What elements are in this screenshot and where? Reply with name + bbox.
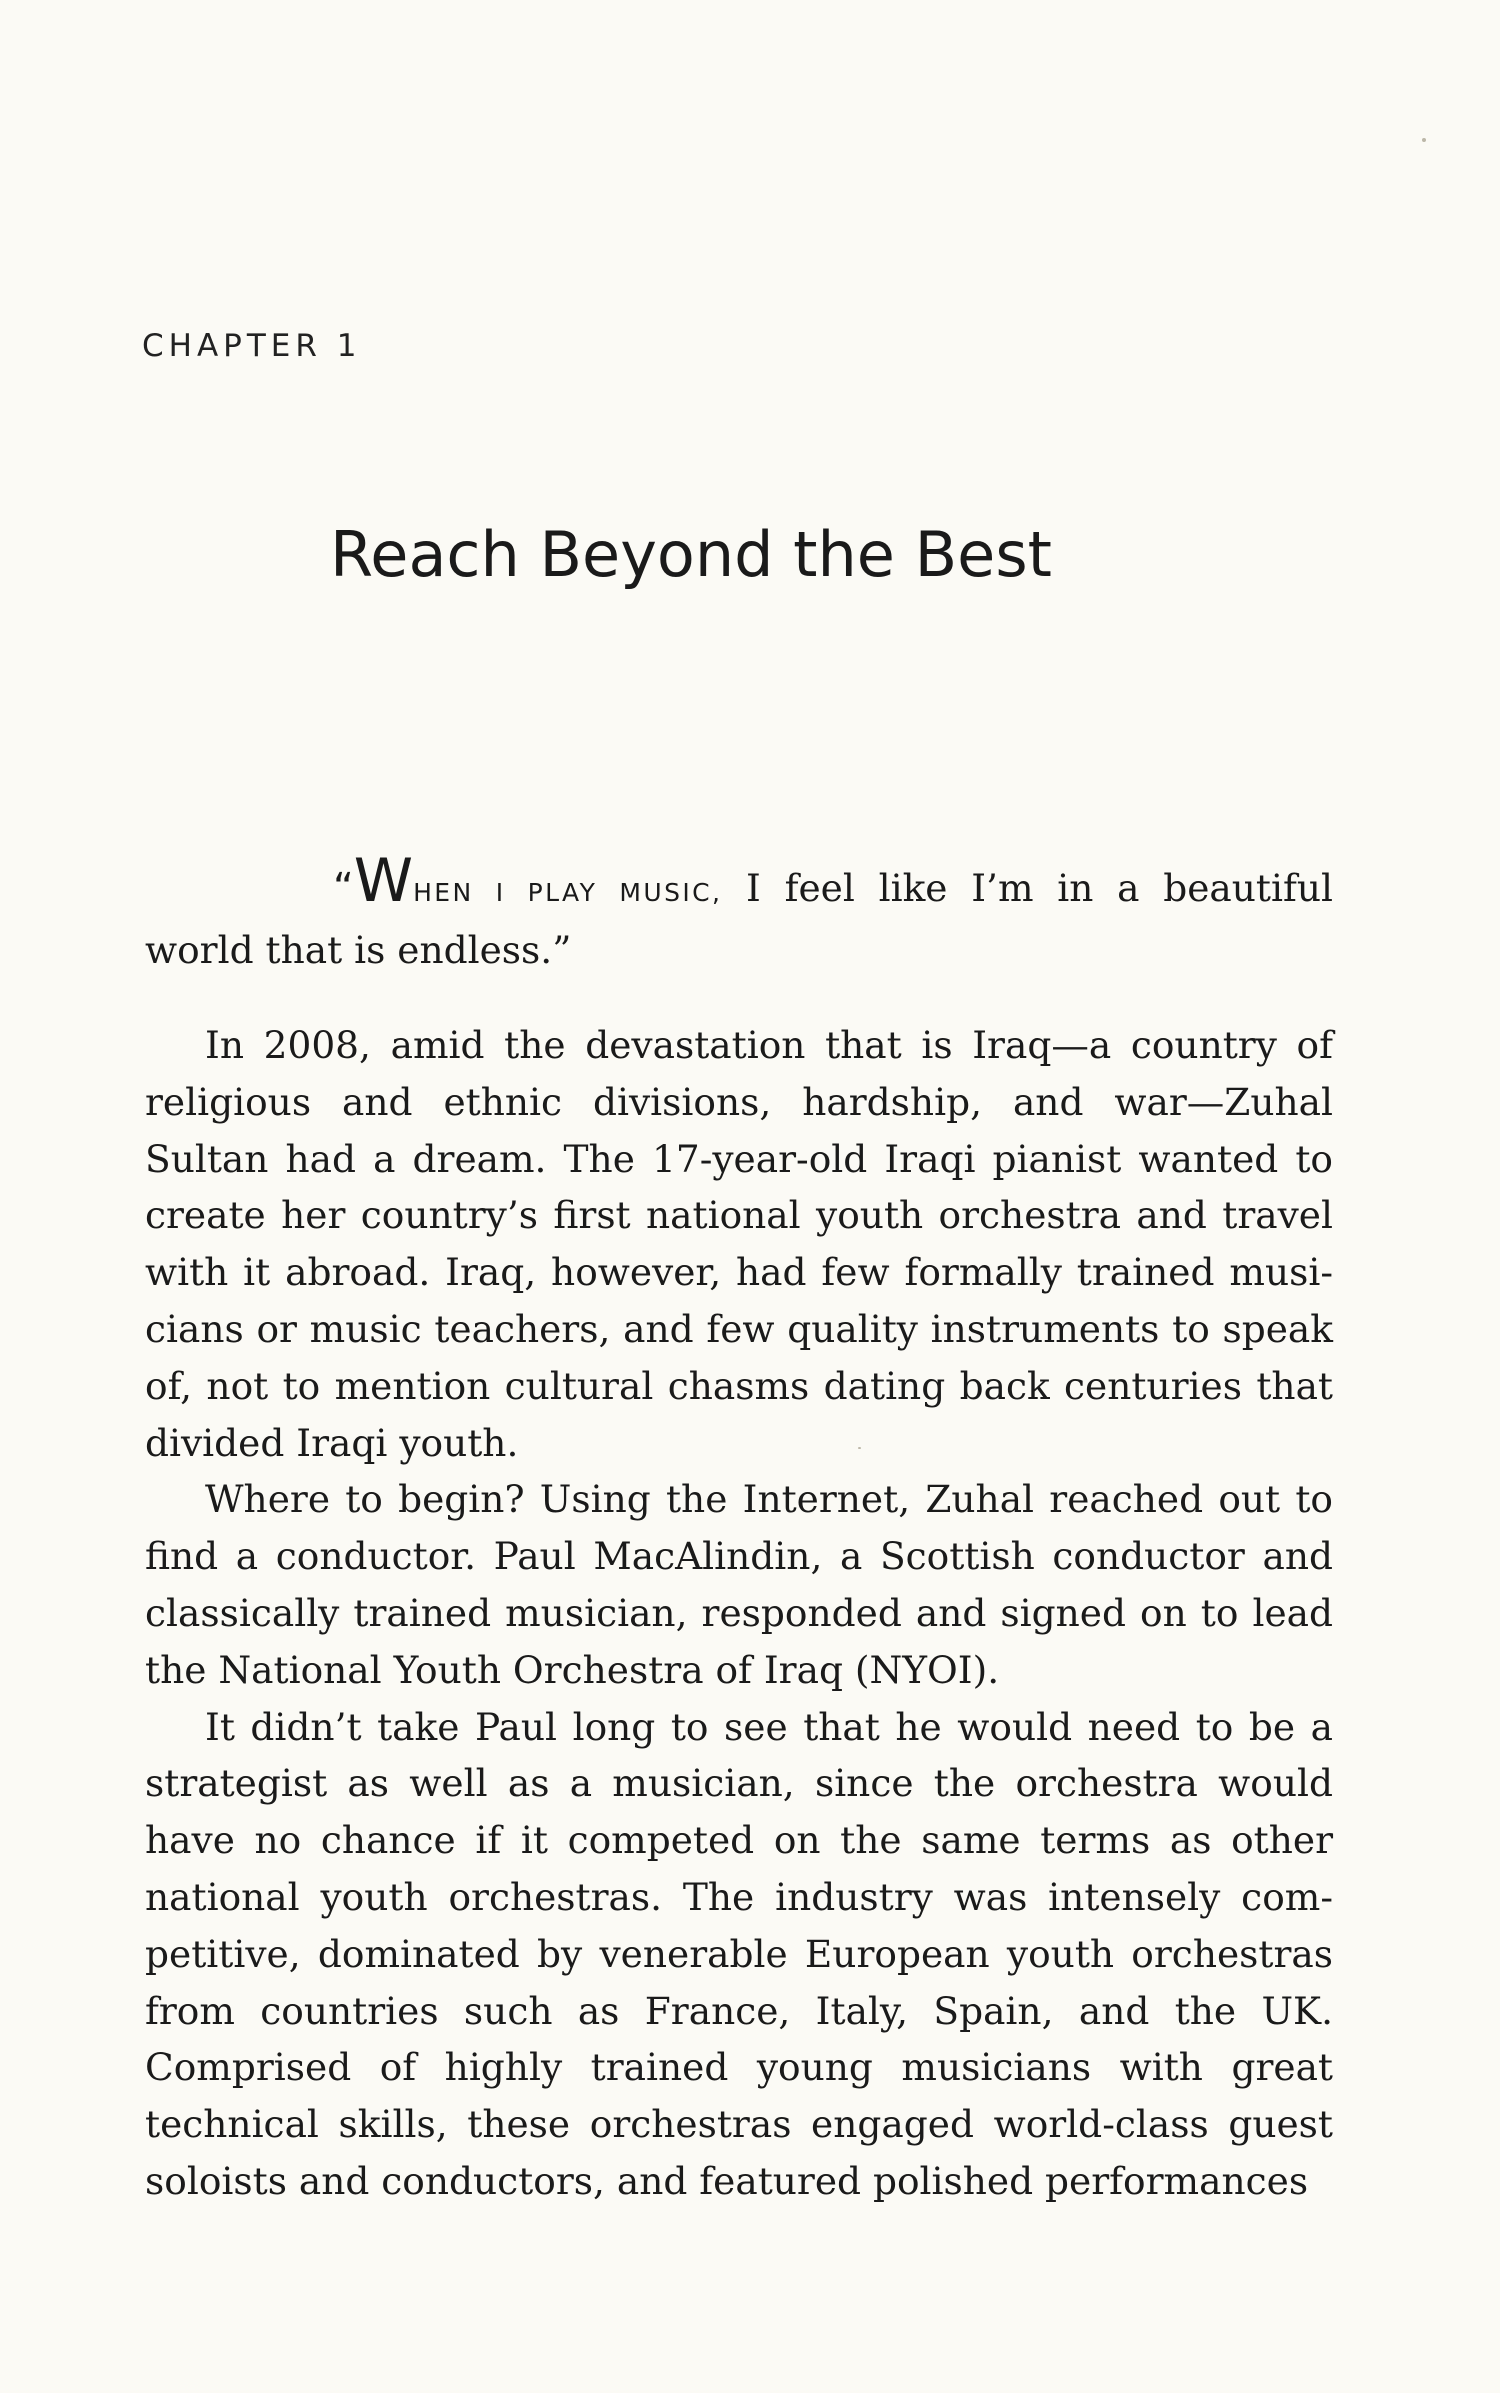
paper-speck bbox=[1422, 138, 1426, 142]
opening-initial: W bbox=[353, 846, 414, 916]
opening-quote-mark: “ bbox=[333, 865, 354, 911]
chapter-label: CHAPTER 1 bbox=[142, 328, 362, 364]
paragraph-3: It didn’t take Paul long to see that he would need to be a strategist as well as a musician, since the orchestra would have no chance if it competed on the same terms as other national youth orchestras. The industry was intensely competitive, dominated by venerable European youth orchestras from countries such as France, Italy, Spain, and the UK. Comprised of highly trained young musicians with great technical skills, these orchestras engaged world-class guest soloists and conductors, and featured polished performances bbox=[145, 1704, 1333, 2203]
paper-speck bbox=[858, 1447, 861, 1449]
opening-paragraph bbox=[145, 846, 1333, 979]
paragraph-2: Where to begin? Using the Internet, Zuhal reached out to find a conductor. Paul MacAlindin, a Scottish conductor and classically trained musician, responded and signed on to lead the National Youth Orchestra of Iraq (NYOI). bbox=[145, 1477, 1333, 1692]
body-text bbox=[145, 1017, 1333, 2210]
opening-text: I feel like I’m in a beautiful world that is endless.” bbox=[145, 866, 1333, 972]
opening-smallcaps: HEN I PLAY MUSIC, bbox=[413, 878, 723, 907]
chapter-title: Reach Beyond the Best bbox=[330, 518, 1052, 591]
paragraph-1: In 2008, amid the devastation that is Iraq—a country of religious and ethnic divisions, hardship, and war—Zuhal Sultan had a dream. The 17-year-old Iraqi pianist wanted to create her country’s first national youth orchestra and travel with it abroad. Iraq, however, had few formally trained musicians or music teachers, and few quality instruments to speak of, not to mention cultural chasms dating back centuries that divided Iraqi youth. bbox=[145, 1023, 1333, 1465]
